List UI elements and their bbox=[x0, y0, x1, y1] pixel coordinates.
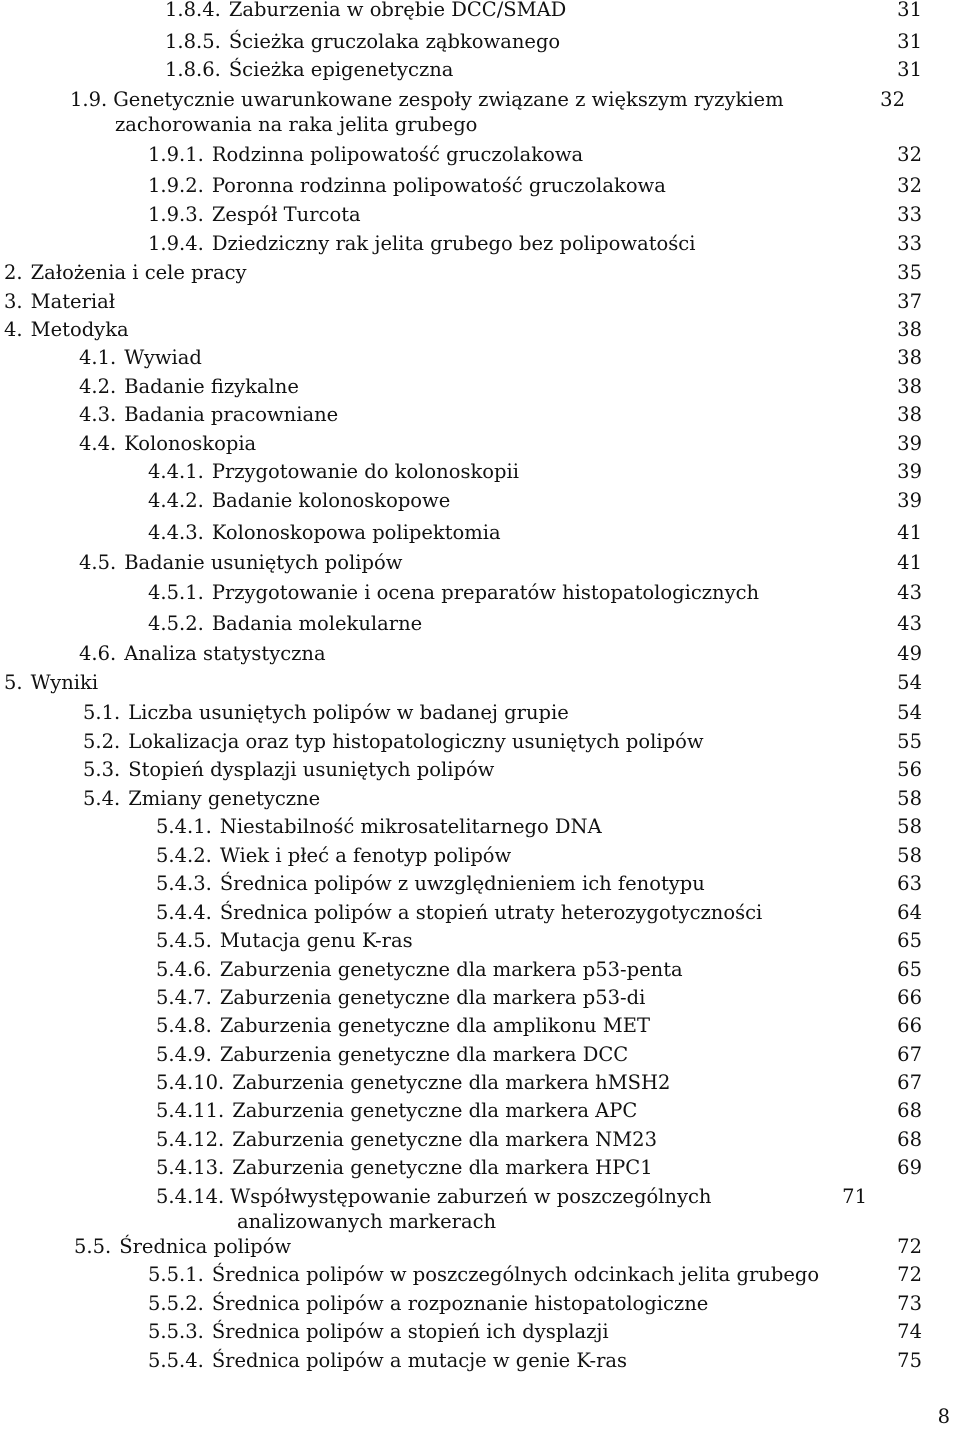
toc-entry-number: 5.4.4. bbox=[156, 901, 212, 924]
toc-entry-page: 39 bbox=[897, 489, 922, 512]
toc-entry-page: 66 bbox=[897, 986, 922, 1009]
toc-entry bbox=[165, 0, 922, 22]
toc-entry-number: 5.3. bbox=[83, 758, 121, 781]
toc-entry-title bbox=[156, 871, 882, 896]
toc-entry-text: Średnica polipów a rozpoznanie histopatologiczne bbox=[211, 1292, 709, 1315]
toc-entry-page: 63 bbox=[897, 872, 922, 895]
toc-entry-title bbox=[148, 611, 882, 636]
toc-entry-page: 72 bbox=[897, 1235, 922, 1258]
toc-entry bbox=[156, 1070, 922, 1095]
toc-entry-text: Średnica polipów w poszczególnych odcinkach jelita grubego bbox=[211, 1263, 820, 1286]
toc-entry-page: 68 bbox=[897, 1128, 922, 1151]
toc-entry bbox=[156, 1098, 922, 1123]
toc-entry-text: Metodyka bbox=[30, 318, 129, 341]
toc-entry-number: 4.4.1. bbox=[148, 460, 204, 483]
toc-entry bbox=[156, 814, 922, 839]
toc-entry bbox=[74, 1234, 922, 1259]
toc-entry-page: 66 bbox=[897, 1014, 922, 1037]
toc-entry-number: 5.5.2. bbox=[148, 1292, 204, 1315]
toc-entry-page: 38 bbox=[897, 346, 922, 369]
toc-entry-text: Stopień dysplazji usuniętych polipów bbox=[128, 758, 495, 781]
toc-entry bbox=[79, 374, 922, 399]
toc-entry-number: 1.9.4. bbox=[148, 232, 204, 255]
toc-entry-title bbox=[156, 1127, 882, 1152]
toc-entry-text: Wywiad bbox=[124, 346, 202, 369]
toc-entry-text: Średnica polipów a stopień utraty heterozygotyczności bbox=[219, 901, 763, 924]
toc-entry-title bbox=[79, 431, 882, 456]
toc-entry-number: 4.5. bbox=[79, 551, 117, 574]
toc-entry-title bbox=[148, 231, 882, 256]
toc-entry-text: Badanie usuniętych polipów bbox=[124, 551, 403, 574]
toc-entry-title bbox=[148, 459, 882, 484]
toc-entry-text: Zmiany genetyczne bbox=[128, 787, 321, 810]
toc-entry-title bbox=[156, 985, 882, 1010]
toc-entry-page: 56 bbox=[897, 758, 922, 781]
toc-entry-page: 75 bbox=[897, 1349, 922, 1372]
toc-entry bbox=[148, 520, 922, 545]
toc-entry-title bbox=[156, 1155, 882, 1180]
toc-entry bbox=[148, 202, 922, 227]
toc-entry-page: 38 bbox=[897, 318, 922, 341]
toc-entry-text: Zaburzenia genetyczne dla markera DCC bbox=[219, 1043, 629, 1066]
toc-entry-number: 4.4.2. bbox=[148, 489, 204, 512]
toc-entry bbox=[79, 402, 922, 427]
toc-entry bbox=[156, 843, 922, 868]
toc-entry-text: Genetycznie uwarunkowane zespoły związane z większym ryzykiem zachorowania na raka jelita grubego bbox=[113, 88, 784, 136]
toc-entry bbox=[148, 173, 922, 198]
toc-entry-title bbox=[156, 814, 882, 839]
toc-entry-text: Zaburzenia genetyczne dla markera hMSH2 bbox=[232, 1071, 671, 1094]
toc-entry-number: 4.4. bbox=[79, 432, 117, 455]
toc-entry-text: Zaburzenia genetyczne dla markera p53-di bbox=[219, 986, 646, 1009]
toc-entry-page: 31 bbox=[897, 58, 922, 81]
toc-entry-number: 1.8.4. bbox=[165, 0, 221, 21]
toc-entry-page: 67 bbox=[897, 1043, 922, 1066]
toc-entry-page: 32 bbox=[880, 88, 905, 111]
toc-entry-title bbox=[156, 928, 882, 953]
toc-entry bbox=[156, 985, 922, 1010]
toc-entry-text: Średnica polipów a stopień ich dysplazji bbox=[211, 1320, 609, 1343]
toc-entry-text: Ścieżka epigenetyczna bbox=[228, 58, 454, 81]
toc-entry-text: Przygotowanie do kolonoskopii bbox=[211, 460, 519, 483]
toc-entry-title bbox=[148, 1291, 882, 1316]
toc-entry-number: 4.1. bbox=[79, 346, 117, 369]
toc-entry-number: 5.4.13. bbox=[156, 1156, 225, 1179]
toc-entry-text: Średnica polipów bbox=[119, 1235, 292, 1258]
toc-entry-text: Badanie fizykalne bbox=[124, 375, 299, 398]
toc-entry-page: 49 bbox=[897, 642, 922, 665]
page-number: 8 bbox=[937, 1405, 950, 1428]
toc-entry bbox=[79, 345, 922, 370]
toc-entry-text: Lokalizacja oraz typ histopatologiczny usuniętych polipów bbox=[128, 730, 704, 753]
toc-entry-number: 1.9.3. bbox=[148, 203, 204, 226]
toc-entry-number: 5.4.12. bbox=[156, 1128, 225, 1151]
toc-entry-title bbox=[165, 57, 882, 82]
toc-entry-number: 5.1. bbox=[83, 701, 121, 724]
toc-entry-title bbox=[79, 641, 882, 666]
toc-entry-text: Rodzinna polipowatość gruczolakowa bbox=[211, 143, 584, 166]
toc-entry-text: Przygotowanie i ocena preparatów histopatologicznych bbox=[211, 581, 760, 604]
toc-entry-text: Zespół Turcota bbox=[211, 203, 361, 226]
toc-entry-title bbox=[148, 173, 882, 198]
toc-entry-number: 3. bbox=[4, 290, 23, 313]
toc-entry-title bbox=[156, 1184, 827, 1234]
toc-entry-page: 32 bbox=[897, 174, 922, 197]
toc-entry-number: 4.2. bbox=[79, 375, 117, 398]
toc-entry-number: 4.5.1. bbox=[148, 581, 204, 604]
toc-entry-title bbox=[79, 402, 882, 427]
toc-entry bbox=[156, 871, 922, 896]
toc-entry-page: 58 bbox=[897, 844, 922, 867]
toc-entry bbox=[4, 317, 922, 342]
toc-entry-title bbox=[156, 843, 882, 868]
toc-entry bbox=[156, 1155, 922, 1180]
toc-entry-text: Kolonoskopia bbox=[124, 432, 257, 455]
toc-entry-number: 5.4.10. bbox=[156, 1071, 225, 1094]
toc-entry-page: 41 bbox=[897, 521, 922, 544]
toc-entry-text: Zaburzenia genetyczne dla markera p53-penta bbox=[219, 958, 683, 981]
toc-entry-number: 5.4.14. bbox=[156, 1185, 225, 1208]
toc-entry bbox=[79, 431, 922, 456]
toc-entry-title bbox=[148, 1262, 882, 1287]
toc-entry bbox=[83, 786, 922, 811]
toc-entry-number: 1.9.2. bbox=[148, 174, 204, 197]
toc-entry-page: 37 bbox=[897, 290, 922, 313]
toc-entry bbox=[148, 1291, 922, 1316]
toc-entry-number: 2. bbox=[4, 261, 23, 284]
toc-entry-text: Badania pracowniane bbox=[124, 403, 339, 426]
toc-entry-text: Mutacja genu K-ras bbox=[219, 929, 413, 952]
toc-entry-page: 43 bbox=[897, 581, 922, 604]
toc-entry-page: 39 bbox=[897, 460, 922, 483]
toc-entry-text: Materiał bbox=[30, 290, 116, 313]
toc-entry bbox=[148, 1348, 922, 1373]
toc-entry-text: Założenia i cele pracy bbox=[30, 261, 247, 284]
toc-entry-page: 69 bbox=[897, 1156, 922, 1179]
toc-entry bbox=[4, 289, 922, 314]
toc-entry-page: 71 bbox=[842, 1185, 867, 1208]
toc-entry-title bbox=[83, 700, 882, 725]
toc-entry-title bbox=[4, 317, 882, 342]
toc-entry-number: 1.8.6. bbox=[165, 58, 221, 81]
toc-entry-page: 32 bbox=[897, 143, 922, 166]
toc-entry bbox=[156, 1042, 922, 1067]
toc-entry bbox=[156, 900, 922, 925]
toc-entry bbox=[156, 1127, 922, 1152]
toc-entry-title bbox=[83, 757, 882, 782]
toc-entry-title bbox=[165, 29, 882, 54]
toc-entry-text: Współwystępowanie zaburzeń w poszczególnych analizowanych markerach bbox=[230, 1185, 712, 1233]
toc-entry-text: Liczba usuniętych polipów w badanej grupie bbox=[128, 701, 569, 724]
toc-entry-text: Wyniki bbox=[30, 671, 99, 694]
toc-entry bbox=[79, 550, 922, 575]
toc-entry-number: 4.5.2. bbox=[148, 612, 204, 635]
toc-entry-text: Badanie kolonoskopowe bbox=[211, 489, 451, 512]
toc-entry-title bbox=[79, 345, 882, 370]
toc-entry-page: 67 bbox=[897, 1071, 922, 1094]
toc-entry-number: 5.4.9. bbox=[156, 1043, 212, 1066]
toc-entry-text: Zaburzenia genetyczne dla markera HPC1 bbox=[232, 1156, 653, 1179]
toc-entry-number: 5.4.11. bbox=[156, 1099, 225, 1122]
toc-entry-page: 31 bbox=[897, 30, 922, 53]
toc-entry-page: 58 bbox=[897, 787, 922, 810]
toc-entry-number: 5.4.8. bbox=[156, 1014, 212, 1037]
toc-entry bbox=[156, 928, 922, 953]
toc-entry-number: 4.6. bbox=[79, 642, 117, 665]
toc-entry bbox=[70, 87, 922, 137]
toc-entry-number: 5.4.5. bbox=[156, 929, 212, 952]
toc-entry-number: 5.5.4. bbox=[148, 1349, 204, 1372]
toc-entry-number: 4.3. bbox=[79, 403, 117, 426]
toc-entry-number: 5.4.2. bbox=[156, 844, 212, 867]
toc-entry-title bbox=[148, 202, 882, 227]
toc-entry-number: 5.5.1. bbox=[148, 1263, 204, 1286]
toc-entry bbox=[156, 1184, 922, 1234]
toc-entry-page: 58 bbox=[897, 815, 922, 838]
toc-entry-page: 38 bbox=[897, 375, 922, 398]
toc-entry-title bbox=[156, 1042, 882, 1067]
toc-entry-text: Niestabilność mikrosatelitarnego DNA bbox=[219, 815, 602, 838]
toc-entry-title bbox=[70, 87, 865, 137]
toc-entry-title bbox=[156, 900, 882, 925]
toc-entry-text: Poronna rodzinna polipowatość gruczolakowa bbox=[211, 174, 666, 197]
toc-entry-text: Dziedziczny rak jelita grubego bez polipowatości bbox=[211, 232, 696, 255]
toc-entry-number: 1.9. bbox=[70, 88, 108, 111]
toc-entry-page: 64 bbox=[897, 901, 922, 924]
toc-entry-text: Zaburzenia genetyczne dla markera NM23 bbox=[232, 1128, 657, 1151]
toc-entry-number: 5.5. bbox=[74, 1235, 112, 1258]
toc-entry-title bbox=[4, 670, 882, 695]
toc-entry-page: 54 bbox=[897, 701, 922, 724]
toc-entry-text: Zaburzenia genetyczne dla amplikonu MET bbox=[219, 1014, 650, 1037]
toc-entry-title bbox=[148, 580, 882, 605]
toc-entry-title bbox=[4, 289, 882, 314]
toc-entry-title bbox=[156, 957, 882, 982]
toc-entry-page: 33 bbox=[897, 203, 922, 226]
toc-entry-title bbox=[4, 260, 882, 285]
toc-entry bbox=[165, 57, 922, 82]
toc-entry-title bbox=[148, 488, 882, 513]
toc-entry-page: 74 bbox=[897, 1320, 922, 1343]
toc-entry-page: 55 bbox=[897, 730, 922, 753]
toc-entry bbox=[165, 29, 922, 54]
toc-entry-text: Badania molekularne bbox=[211, 612, 423, 635]
toc-entry-title bbox=[148, 1348, 882, 1373]
toc-entry bbox=[148, 231, 922, 256]
toc-entry bbox=[148, 1262, 922, 1287]
toc-entry-title bbox=[79, 550, 882, 575]
toc-entry-text: Zaburzenia w obrębie DCC/SMAD bbox=[228, 0, 567, 21]
toc-entry-text: Średnica polipów a mutacje w genie K-ras bbox=[211, 1349, 628, 1372]
toc-entry bbox=[148, 1319, 922, 1344]
toc-entry-page: 31 bbox=[897, 0, 922, 21]
toc-entry-title bbox=[148, 1319, 882, 1344]
toc-entry bbox=[79, 641, 922, 666]
toc-entry-page: 33 bbox=[897, 232, 922, 255]
toc-entry bbox=[156, 1013, 922, 1038]
toc-entry-title bbox=[156, 1070, 882, 1095]
toc-entry-title bbox=[156, 1098, 882, 1123]
toc-entry-number: 4. bbox=[4, 318, 23, 341]
toc-entry-number: 5.2. bbox=[83, 730, 121, 753]
toc-entry-title bbox=[148, 520, 882, 545]
toc-entry bbox=[83, 729, 922, 754]
toc-entry-page: 39 bbox=[897, 432, 922, 455]
toc-entry-page: 43 bbox=[897, 612, 922, 635]
toc-entry-text: Zaburzenia genetyczne dla markera APC bbox=[232, 1099, 638, 1122]
toc-entry-number: 5.4.1. bbox=[156, 815, 212, 838]
toc-entry-title bbox=[83, 786, 882, 811]
toc-entry-text: Wiek i płeć a fenotyp polipów bbox=[219, 844, 512, 867]
toc-entry bbox=[148, 611, 922, 636]
toc-entry-number: 5. bbox=[4, 671, 23, 694]
toc-entry-page: 68 bbox=[897, 1099, 922, 1122]
toc-entry-title bbox=[165, 0, 882, 22]
toc-entry bbox=[148, 459, 922, 484]
toc-entry-page: 65 bbox=[897, 958, 922, 981]
toc-entry-page: 73 bbox=[897, 1292, 922, 1315]
toc-entry-title bbox=[148, 142, 882, 167]
toc-entry-text: Średnica polipów z uwzględnieniem ich fenotypu bbox=[219, 872, 705, 895]
toc-entry bbox=[4, 260, 922, 285]
toc-entry-number: 4.4.3. bbox=[148, 521, 204, 544]
toc-entry-title bbox=[79, 374, 882, 399]
toc-entry-number: 1.9.1. bbox=[148, 143, 204, 166]
toc-entry bbox=[83, 700, 922, 725]
toc-entry bbox=[83, 757, 922, 782]
toc-entry-number: 5.4.7. bbox=[156, 986, 212, 1009]
toc-entry-page: 38 bbox=[897, 403, 922, 426]
toc-entry-page: 41 bbox=[897, 551, 922, 574]
toc-entry bbox=[148, 142, 922, 167]
toc-entry bbox=[148, 580, 922, 605]
toc-entry-title bbox=[83, 729, 882, 754]
toc-entry-text: Analiza statystyczna bbox=[124, 642, 326, 665]
toc-entry-text: Kolonoskopowa polipektomia bbox=[211, 521, 501, 544]
toc-entry-page: 35 bbox=[897, 261, 922, 284]
toc-entry-number: 5.5.3. bbox=[148, 1320, 204, 1343]
toc-entry-number: 5.4. bbox=[83, 787, 121, 810]
toc-entry-title bbox=[74, 1234, 882, 1259]
toc-entry bbox=[148, 488, 922, 513]
toc-entry-page: 72 bbox=[897, 1263, 922, 1286]
toc-entry-text: Ścieżka gruczolaka ząbkowanego bbox=[228, 30, 561, 53]
toc-entry-page: 54 bbox=[897, 671, 922, 694]
toc-entry-number: 5.4.3. bbox=[156, 872, 212, 895]
toc-entry-page: 65 bbox=[897, 929, 922, 952]
toc-entry-title bbox=[156, 1013, 882, 1038]
toc-entry-number: 5.4.6. bbox=[156, 958, 212, 981]
toc-entry-number: 1.8.5. bbox=[165, 30, 221, 53]
toc-entry bbox=[4, 670, 922, 695]
toc-entry bbox=[156, 957, 922, 982]
